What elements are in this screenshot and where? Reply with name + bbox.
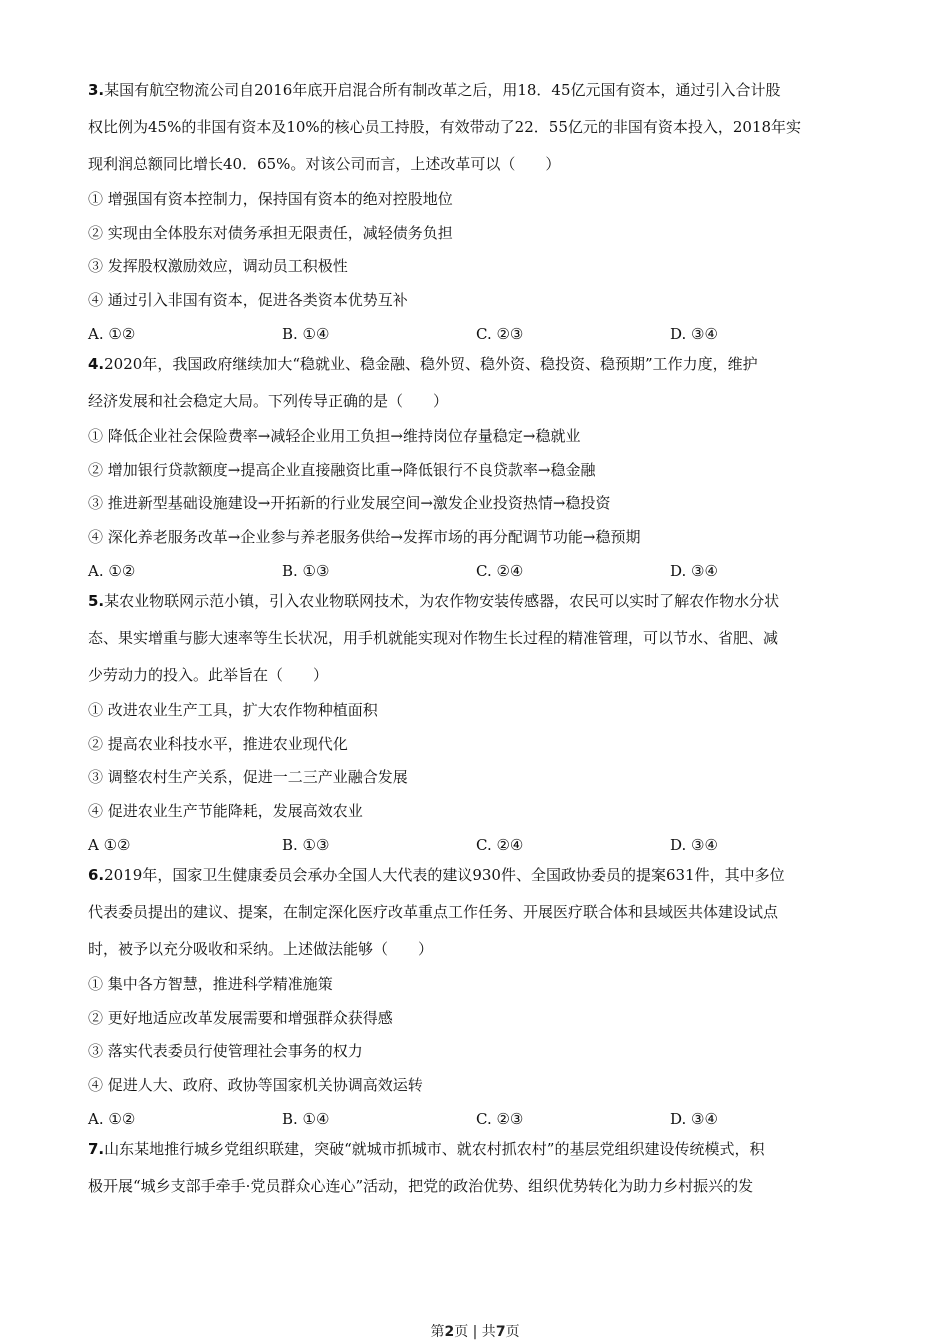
question-stem-line: 时，被予以充分吸收和采纳。上述做法能够（ ） <box>88 940 434 958</box>
question-stem-line: 现利润总额同比增长40．65%。对该公司而言，上述改革可以（ ） <box>88 155 561 173</box>
question-stem-line: 代表委员提出的建议、提案，在制定深化医疗改革重点工作任务、开展医疗联合体和县域医共体建设试点 <box>88 903 779 921</box>
statement-item: ④ 通过引入非国有资本，促进各类资本优势互补 <box>88 290 408 309</box>
option-a: A. ①② <box>88 1110 136 1128</box>
statement-item: ② 实现由全体股东对债务承担无限责任，减轻债务负担 <box>88 223 453 242</box>
option-b: B. ①③ <box>282 562 330 580</box>
option-a: A. ①② <box>88 325 136 343</box>
question-number: 3. <box>88 81 105 99</box>
statement-item: ① 增强国有资本控制力，保持国有资本的绝对控股地位 <box>88 190 453 208</box>
statement-item: ④ 促进农业生产节能降耗，发展高效农业 <box>88 801 363 820</box>
option-c: C. ②③ <box>476 1110 524 1128</box>
question-4 <box>88 346 862 588</box>
statement-item: ③ 调整农村生产关系，促进一二三产业融合发展 <box>88 768 408 786</box>
question-stem-line: 少劳动力的投入。此举旨在（ ） <box>88 666 329 684</box>
question-stem-line: 3.某国有航空物流公司自2016年底开启混合所有制改革之后，用18．45亿元国有资本，通过引入合计股 <box>88 81 781 99</box>
question-number: 7. <box>88 1140 105 1158</box>
option-c: C. ②④ <box>476 836 524 854</box>
question-stem-line: 4.2020年，我国政府继续加大“稳就业、稳金融、稳外贸、稳外资、稳投资、稳预期”工作力度，维护 <box>88 355 758 373</box>
option-d: D. ③④ <box>670 325 718 343</box>
statement-item: ① 改进农业生产工具，扩大农作物种植面积 <box>88 701 378 719</box>
statement-item: ① 集中各方智慧，推进科学精准施策 <box>88 975 333 993</box>
option-a: A. ①② <box>88 562 136 580</box>
statement-item: ② 增加银行贷款额度→提高企业直接融资比重→降低银行不良贷款率→稳金融 <box>88 460 596 479</box>
total-page-count: 7 <box>495 1324 506 1340</box>
question-stem-line: 7.山东某地推行城乡党组织联建，突破“就城市抓城市、就农村抓农村”的基层党组织建设传统模式，积 <box>88 1140 765 1158</box>
option-d: D. ③④ <box>670 1110 718 1128</box>
question-number: 4. <box>88 355 105 373</box>
option-a: A ①② <box>88 836 131 854</box>
question-stem-line: 6.2019年，国家卫生健康委员会承办全国人大代表的建议930件、全国政协委员的提案631件，其中多位 <box>88 866 785 884</box>
question-stem-line: 态、果实增重与膨大速率等生长状况，用手机就能实现对作物生长过程的精准管理，可以节水、省肥、减 <box>88 629 779 647</box>
statement-item: ④ 深化养老服务改革→企业参与养老服务供给→发挥市场的再分配调节功能→稳预期 <box>88 527 641 546</box>
option-c: C. ②③ <box>476 325 524 343</box>
question-stem-line: 权比例为45%的非国有资本及10%的核心员工持股，有效带动了22．55亿元的非国有资本投入，2018年实 <box>88 118 802 136</box>
option-b: B. ①④ <box>282 325 330 343</box>
question-7 <box>88 1131 862 1205</box>
current-page-number: 2 <box>444 1324 455 1340</box>
option-b: B. ①③ <box>282 836 330 854</box>
statement-item: ③ 推进新型基础设施建设→开拓新的行业发展空间→激发企业投资热情→稳投资 <box>88 494 611 512</box>
question-3 <box>88 72 862 351</box>
question-6 <box>88 857 862 1136</box>
page-footer: 第2页 | 共7页 <box>430 1324 520 1340</box>
statement-item: ③ 发挥股权激励效应，调动员工积极性 <box>88 257 348 275</box>
option-d: D. ③④ <box>670 836 718 854</box>
option-b: B. ①④ <box>282 1110 330 1128</box>
statement-item: ② 提高农业科技水平，推进农业现代化 <box>88 734 348 753</box>
option-d: D. ③④ <box>670 562 718 580</box>
question-5 <box>88 583 862 862</box>
statement-item: ① 降低企业社会保险费率→减轻企业用工负担→维持岗位存量稳定→稳就业 <box>88 427 581 445</box>
statement-item: ③ 落实代表委员行使管理社会事务的权力 <box>88 1042 363 1060</box>
question-stem-line: 5.某农业物联网示范小镇，引入农业物联网技术，为农作物安装传感器，农民可以实时了解农作物水分状 <box>88 592 780 610</box>
question-number: 6. <box>88 866 105 884</box>
option-c: C. ②④ <box>476 562 524 580</box>
question-number: 5. <box>88 592 105 610</box>
statement-item: ④ 促进人大、政府、政协等国家机关协调高效运转 <box>88 1075 423 1094</box>
question-stem-line: 极开展“城乡支部手牵手·党员群众心连心”活动，把党的政治优势、组织优势转化为助力乡村振兴的发 <box>88 1177 754 1195</box>
statement-item: ② 更好地适应改革发展需要和增强群众获得感 <box>88 1008 393 1027</box>
question-stem-line: 经济发展和社会稳定大局。下列传导正确的是（ ） <box>88 392 449 410</box>
